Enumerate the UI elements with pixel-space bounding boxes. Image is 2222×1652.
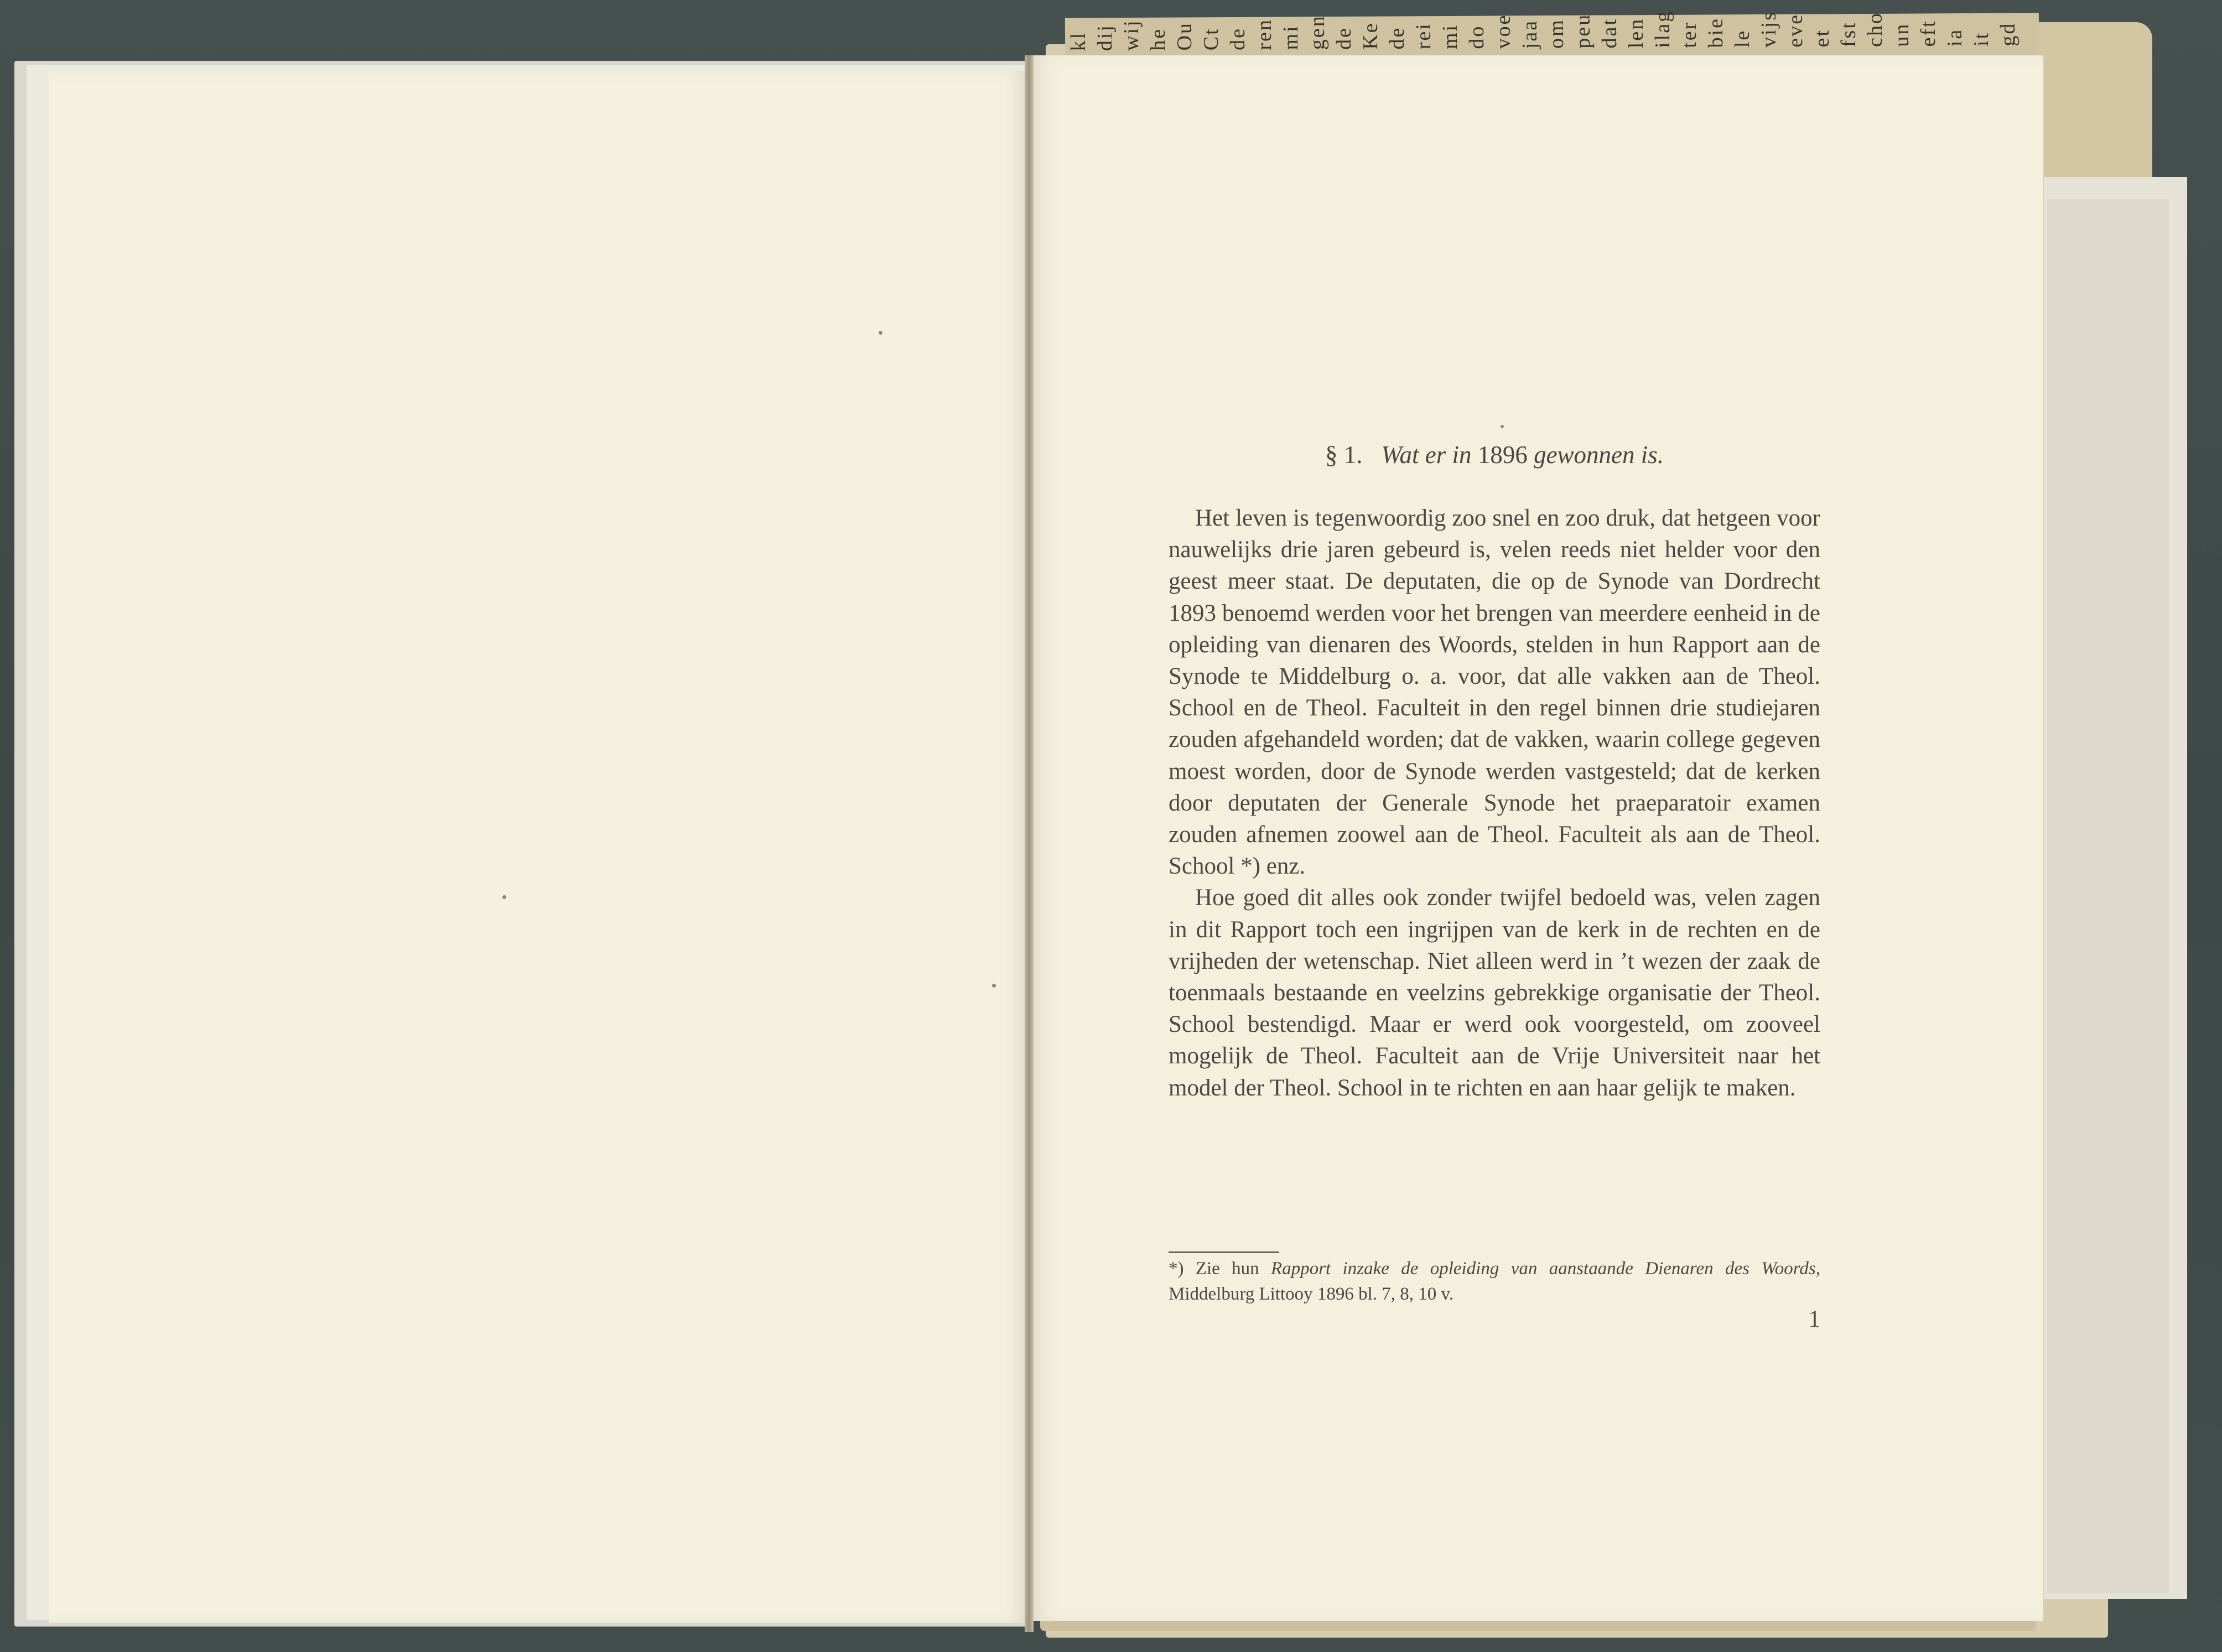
torn-strip-fragment: he [1146, 27, 1170, 51]
torn-strip-fragment: kl [1066, 31, 1091, 51]
torn-strip-fragment: voe [1491, 13, 1515, 49]
paper-speck [879, 331, 882, 335]
section-heading [1169, 440, 1820, 469]
torn-strip-fragment: Ct [1199, 27, 1223, 51]
torn-strip-fragment: bie [1704, 17, 1728, 48]
footnote [1169, 1256, 1820, 1307]
torn-strip-fragment: de [1385, 26, 1409, 50]
footnote-marker: *) Zie hun [1169, 1259, 1259, 1279]
torn-strip-fragment: un [1889, 22, 1914, 47]
torn-strip-fragment: de [1226, 27, 1250, 51]
torn-strip-fragment: eft [1916, 19, 1940, 47]
torn-strip-fragment: de [1332, 26, 1356, 50]
paragraph-1: Het leven is tegenwoordig zoo snel en zoo druk, dat hetgeen voor nauwelijks drie jaren gebeurd is, velen reeds niet helder voor den geest meer staat. De deputaten, die op de Synode van Dordrecht 1893 benoemd werden voor het brengen van meerdere eenheid in de opleiding van dienaren des Woords, stelden in hun Rapport aan de Synode te Middelburg o. a. voor, dat alle vakken aan de Theol. School en de Theol. Faculteit in den regel binnen drie studiejaren zouden afgehandeld worden; dat de vakken, waarin college gegeven moest worden, door de Synode werden vastgesteld; dat de kerken door deputaten der Generale Synode het praeparatoir examen zouden afnemen zoowel aan de Theol. Faculteit als aan de Theol. School *) enz. [1169, 505, 1820, 880]
section-title-part2: gewonnen is. [1534, 441, 1664, 469]
paper-speck [992, 984, 996, 988]
paragraph-2: Hoe goed dit alles ook zonder twijfel bedoeld was, velen zagen in dit Rapport toch een ingrijpen van de kerk in de rechten en de vrijheden der wetenschap. Niet alleen werd in ’t wezen der zaak de toenmaals bestaande en veelzins gebrekkige organisatie der Theol. School bestendigd. Maar er werd ook voorgesteld, om zooveel mogelijk de Theol. Faculteit aan de Vrije Universiteit naar het model der Theol. School in te richten en aan haar gelijk te maken. [1169, 885, 1820, 1101]
torn-strip-fragment: et [1810, 28, 1834, 48]
inserted-sheet-inner [2047, 199, 2169, 1593]
torn-strip-fragment: cho [1863, 11, 1887, 48]
torn-strip-fragment: dat [1597, 17, 1622, 49]
torn-strip-fragment: ia [1943, 28, 1967, 47]
page-number: 1 [1808, 1306, 1820, 1332]
torn-strip-fragment: len [1624, 17, 1648, 49]
section-number: § 1. [1325, 441, 1363, 469]
paper-speck [502, 895, 506, 899]
torn-strip-fragment: rei [1411, 22, 1436, 50]
torn-strip-fragment: Ke [1358, 22, 1383, 50]
body-text [1169, 502, 1820, 1104]
torn-strip-fragment: dij [1093, 23, 1117, 51]
section-title-year: 1896 [1477, 441, 1528, 469]
torn-strip-fragment: om [1544, 18, 1569, 49]
torn-strip-fragment: le [1730, 29, 1754, 48]
book-gutter [1025, 55, 1034, 1632]
torn-strip-fragment: ilag [1650, 9, 1675, 49]
torn-strip-fragment: peu [1571, 13, 1595, 49]
torn-strip-fragment: vijs [1757, 10, 1781, 48]
torn-strip-fragment: ren [1252, 18, 1276, 50]
torn-strip-fragment: Ou [1172, 21, 1197, 51]
torn-strip-fragment: mi [1438, 23, 1462, 50]
torn-strip-fragment: do [1465, 24, 1489, 49]
left-page-blank [49, 71, 1029, 1623]
torn-strip-fragment: gd [1996, 22, 2020, 46]
torn-strip-fragment: it [1969, 31, 1993, 47]
torn-strip-fragment: jaa [1518, 19, 1542, 49]
torn-strip-fragment: gen [1305, 14, 1330, 50]
torn-strip-fragment: fst [1836, 21, 1861, 48]
torn-strip-fragment: ter [1677, 20, 1701, 48]
footnote-rest: Middelburg Littooy 1896 bl. 7, 8, 10 v. [1169, 1284, 1454, 1304]
torn-strip-fragment: wij [1119, 19, 1144, 51]
torn-strip-fragment: eve [1783, 13, 1808, 48]
section-title-part1: Wat er in [1381, 441, 1472, 469]
footnote-title: Rapport inzake de opleiding van aanstaande Dienaren des Woords, [1271, 1259, 1820, 1279]
paper-speck [1501, 425, 1504, 428]
footnote-divider [1169, 1251, 1279, 1253]
torn-strip-fragment: mi [1279, 24, 1303, 50]
